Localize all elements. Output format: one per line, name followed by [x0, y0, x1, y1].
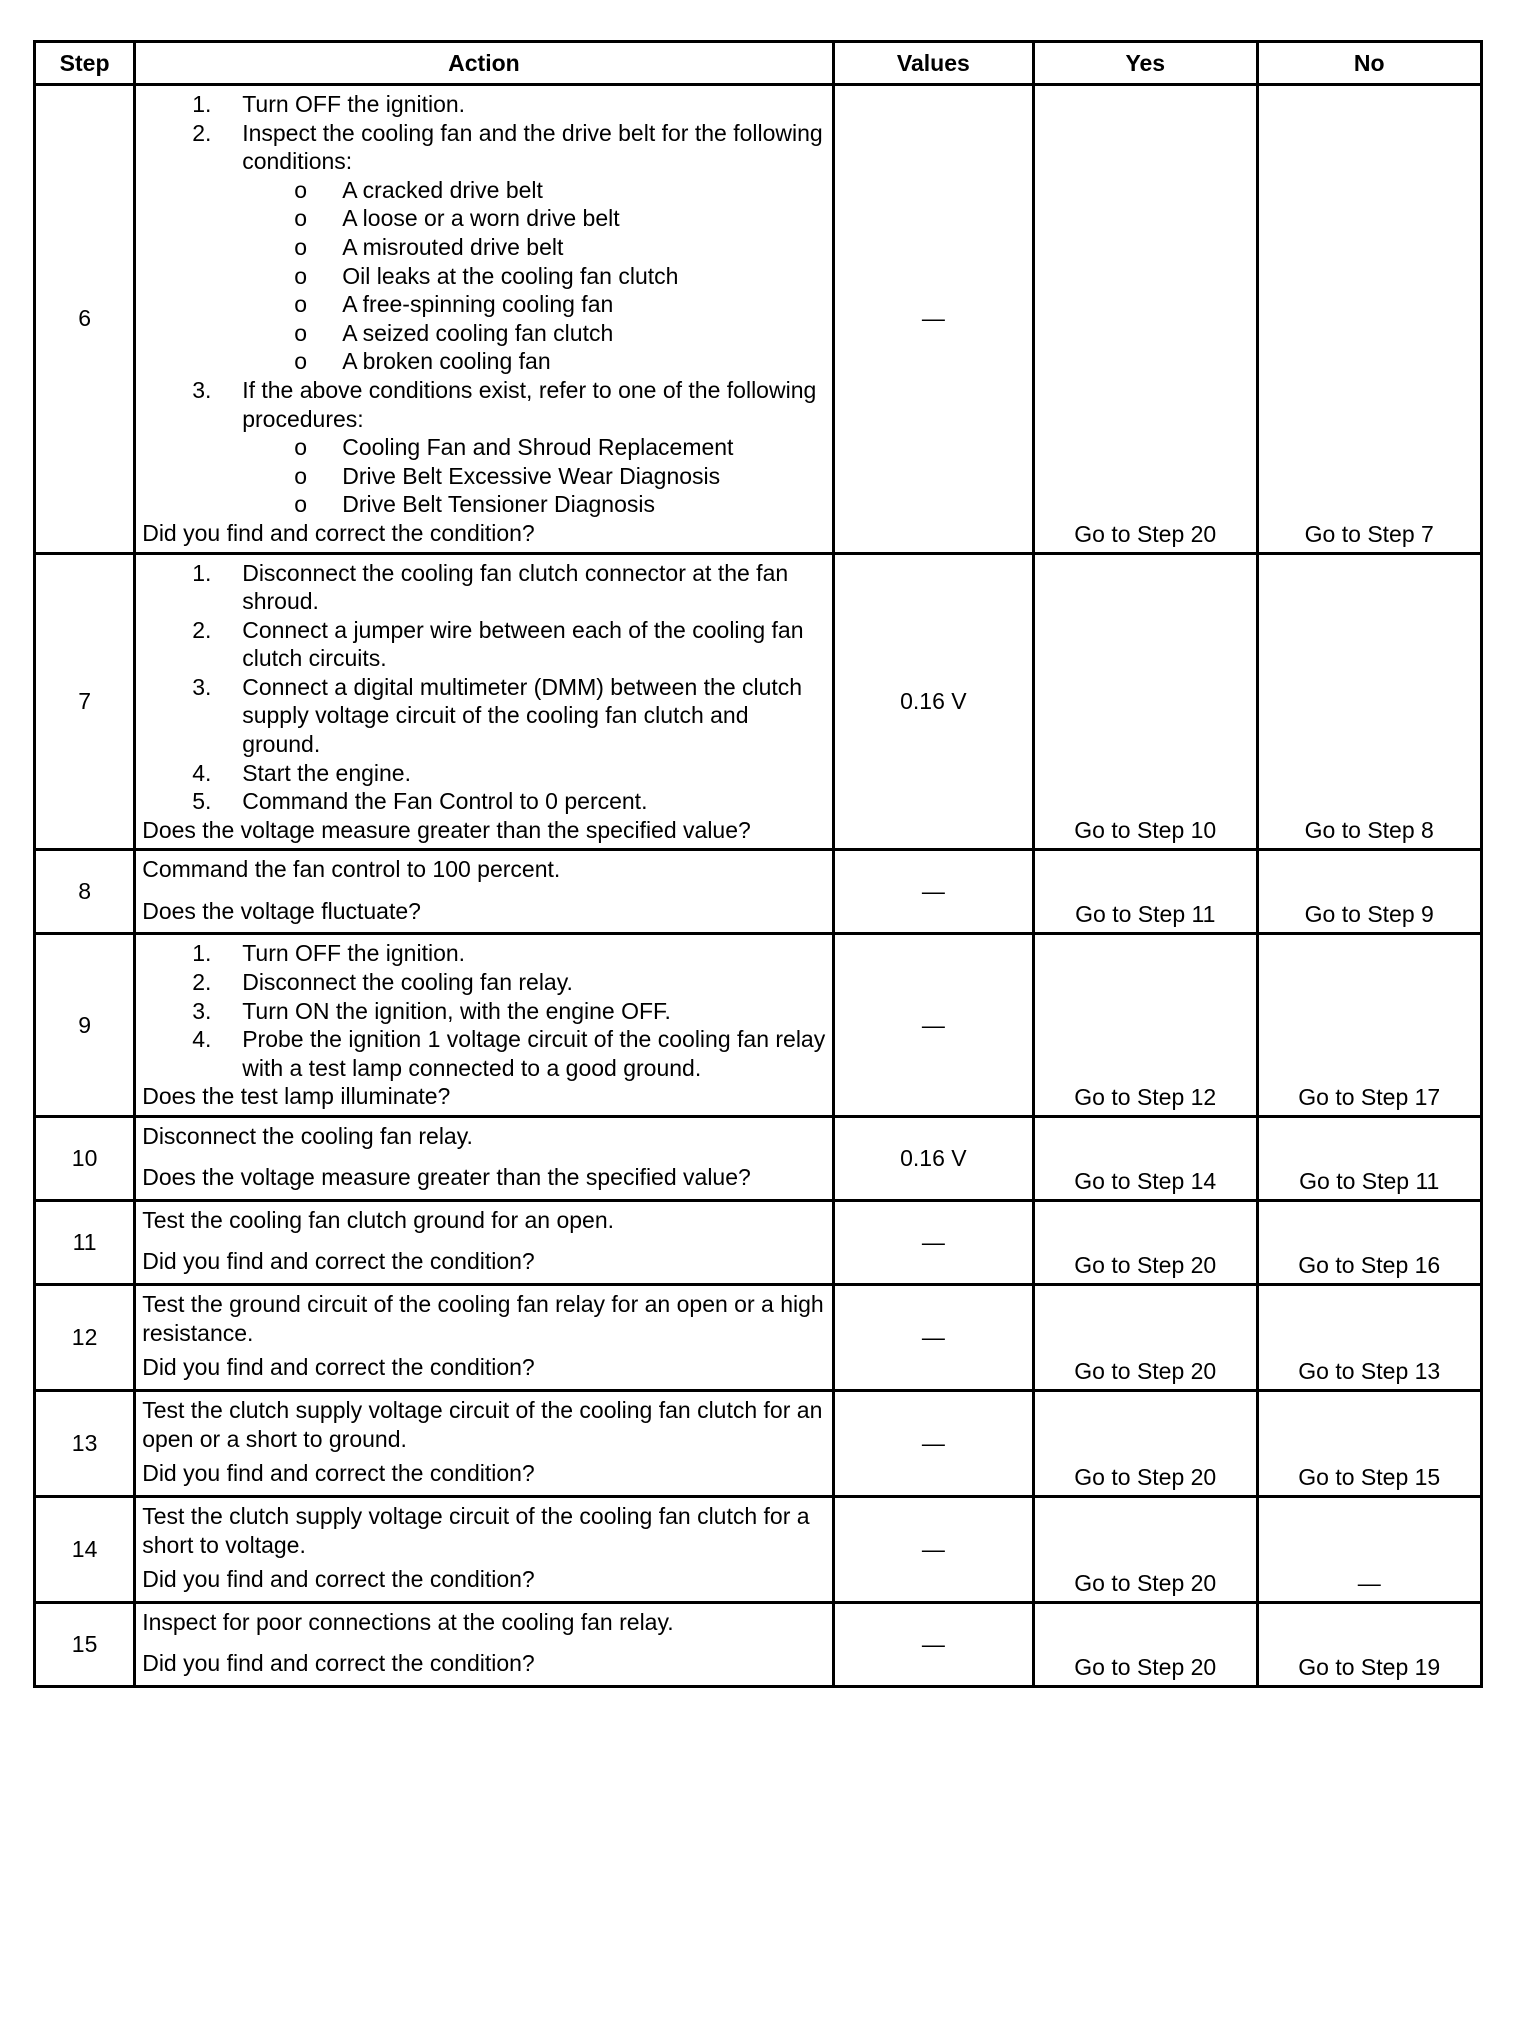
diagnostic-table [33, 40, 1483, 1688]
sub-item-text: A seized cooling fan clutch [342, 319, 614, 346]
step-number: 9 [35, 934, 135, 1117]
step-item-text: If the above conditions exist, refer to one of the following procedures: [242, 376, 817, 432]
step-item-text: Probe the ignition 1 voltage circuit of the cooling fan relay with a test lamp connected to a good ground. [242, 1026, 826, 1081]
action-step [142, 376, 825, 519]
action-text: Disconnect the cooling fan relay. [142, 1123, 473, 1149]
value-cell: — [833, 1285, 1033, 1391]
action-steps [142, 559, 825, 816]
step-item-text: Inspect the cooling fan and the drive belt for the following conditions: [242, 119, 823, 175]
sub-item-text: Drive Belt Tensioner Diagnosis [342, 491, 655, 518]
sub-item-text: Oil leaks at the cooling fan clutch [342, 262, 679, 289]
step-item-number: 2. [192, 119, 212, 146]
no-cell: Go to Step 8 [1257, 553, 1482, 850]
sub-item [142, 347, 825, 376]
no-cell: Go to Step 19 [1257, 1603, 1482, 1687]
step-item-number: 1. [192, 940, 212, 967]
sub-item [142, 433, 825, 462]
sub-list [242, 176, 825, 376]
action-text: Test the clutch supply voltage circuit of the cooling fan clutch for a short to voltage. [142, 1503, 810, 1558]
action-body [142, 90, 825, 519]
action-cell [135, 553, 833, 850]
table-row [35, 85, 1482, 554]
table-row [35, 1603, 1482, 1687]
header-action: Action [135, 42, 833, 85]
yes-cell: Go to Step 20 [1034, 85, 1257, 554]
step-item-text: Disconnect the cooling fan relay. [242, 969, 573, 996]
value-cell: — [833, 1603, 1033, 1687]
step-item-number: 4. [192, 759, 212, 786]
action-cell [135, 1497, 833, 1603]
action-body [142, 1206, 825, 1235]
sub-item [142, 204, 825, 233]
action-cell [135, 85, 833, 554]
bullet-icon: o [294, 291, 307, 318]
action-question: Does the voltage fluctuate? [142, 897, 421, 924]
action-question: Did you find and correct the condition? [142, 1650, 535, 1677]
sub-item-text: A loose or a worn drive belt [342, 205, 620, 232]
table-row [35, 1391, 1482, 1497]
action-question: Does the voltage measure greater than the specified value? [142, 816, 751, 843]
header-row [35, 42, 1482, 85]
action-text: Inspect for poor connections at the cooling fan relay. [142, 1609, 674, 1635]
action-cell [135, 1285, 833, 1391]
step-number: 11 [35, 1201, 135, 1285]
bullet-icon: o [294, 319, 307, 346]
step-item-number: 5. [192, 788, 212, 815]
value-cell: — [833, 1391, 1033, 1497]
no-cell: Go to Step 17 [1257, 934, 1482, 1117]
table-row [35, 1285, 1482, 1391]
value-cell: — [833, 85, 1033, 554]
step-number: 13 [35, 1391, 135, 1497]
action-content [142, 1206, 825, 1276]
step-item-text: Turn OFF the ignition. [242, 91, 466, 117]
value-cell: 0.16 V [833, 553, 1033, 850]
sub-item-text: A free-spinning cooling fan [342, 291, 614, 318]
action-question: Did you find and correct the condition? [142, 1460, 535, 1487]
action-steps [142, 90, 825, 519]
action-body [142, 1502, 825, 1559]
no-cell: Go to Step 7 [1257, 85, 1482, 554]
action-body [142, 1608, 825, 1637]
step-number: 15 [35, 1603, 135, 1687]
action-content [142, 1396, 825, 1488]
sub-item [142, 262, 825, 291]
header-no: No [1257, 42, 1482, 85]
step-item-number: 1. [192, 559, 212, 586]
action-body [142, 855, 825, 884]
bullet-icon: o [294, 462, 307, 489]
action-cell [135, 1391, 833, 1497]
step-number: 14 [35, 1497, 135, 1603]
action-text: Test the cooling fan clutch ground for an open. [142, 1207, 615, 1233]
step-item-text: Connect a jumper wire between each of the cooling fan clutch circuits. [242, 616, 804, 672]
step-item-text: Turn ON the ignition, with the engine OFF. [242, 997, 671, 1024]
value-cell: — [833, 1201, 1033, 1285]
step-item-number: 1. [192, 91, 212, 117]
step-number: 7 [35, 553, 135, 850]
step-item-number: 3. [192, 376, 212, 403]
action-step [142, 997, 825, 1026]
action-question: Did you find and correct the condition? [142, 519, 535, 546]
no-cell: Go to Step 16 [1257, 1201, 1482, 1285]
step-item-number: 3. [192, 997, 212, 1024]
yes-cell: Go to Step 20 [1034, 1603, 1257, 1687]
yes-cell: Go to Step 14 [1034, 1117, 1257, 1201]
action-cell [135, 1603, 833, 1687]
table-row [35, 1201, 1482, 1285]
action-content [142, 1608, 825, 1678]
step-number: 10 [35, 1117, 135, 1201]
sub-item [142, 290, 825, 319]
action-content [142, 90, 825, 548]
step-item-text: Disconnect the cooling fan clutch connector at the fan shroud. [242, 559, 789, 615]
step-item-text: Connect a digital multimeter (DMM) between the clutch supply voltage circuit of the cooling fan clutch and ground. [242, 673, 803, 758]
action-step [142, 90, 825, 119]
action-cell [135, 934, 833, 1117]
action-content [142, 855, 825, 925]
no-cell: Go to Step 13 [1257, 1285, 1482, 1391]
bullet-icon: o [294, 176, 307, 203]
table-body [35, 85, 1482, 1687]
table-row [35, 934, 1482, 1117]
sub-item [142, 462, 825, 491]
action-steps [142, 939, 825, 1082]
sub-item-text: Drive Belt Excessive Wear Diagnosis [342, 462, 721, 489]
action-body [142, 939, 825, 1082]
action-step [142, 968, 825, 997]
action-step [142, 559, 825, 616]
action-step [142, 616, 825, 673]
table-row [35, 553, 1482, 850]
step-item-number: 2. [192, 969, 212, 996]
action-step [142, 673, 825, 759]
action-content [142, 1122, 825, 1192]
step-item-number: 4. [192, 1026, 212, 1053]
step-item-text: Turn OFF the ignition. [242, 940, 466, 967]
header-step: Step [35, 42, 135, 85]
sub-item-text: A cracked drive belt [342, 176, 543, 203]
bullet-icon: o [294, 348, 307, 375]
action-cell [135, 1117, 833, 1201]
value-cell: 0.16 V [833, 1117, 1033, 1201]
yes-cell: Go to Step 20 [1034, 1391, 1257, 1497]
bullet-icon: o [294, 205, 307, 232]
action-question: Did you find and correct the condition? [142, 1248, 535, 1275]
action-body [142, 559, 825, 816]
bullet-icon: o [294, 233, 307, 260]
action-step [142, 939, 825, 968]
action-cell [135, 1201, 833, 1285]
step-item-text: Start the engine. [242, 759, 411, 786]
sub-item [142, 176, 825, 205]
action-step [142, 759, 825, 788]
action-question: Does the test lamp illuminate? [142, 1083, 451, 1110]
step-item-number: 2. [192, 616, 212, 643]
action-text: Command the fan control to 100 percent. [142, 856, 561, 883]
value-cell: — [833, 934, 1033, 1117]
step-number: 12 [35, 1285, 135, 1391]
yes-cell: Go to Step 10 [1034, 553, 1257, 850]
no-cell: — [1257, 1497, 1482, 1603]
no-cell: Go to Step 15 [1257, 1391, 1482, 1497]
sub-item-text: A misrouted drive belt [342, 233, 564, 260]
bullet-icon: o [294, 491, 307, 518]
sub-list [242, 433, 825, 519]
action-question: Does the voltage measure greater than the specified value? [142, 1164, 751, 1191]
yes-cell: Go to Step 20 [1034, 1201, 1257, 1285]
action-body [142, 1396, 825, 1453]
action-cell [135, 850, 833, 934]
action-step [142, 119, 825, 376]
sub-item [142, 233, 825, 262]
action-step [142, 1025, 825, 1082]
header-values: Values [833, 42, 1033, 85]
action-content [142, 1290, 825, 1382]
sub-item-text: A broken cooling fan [342, 348, 551, 375]
step-item-text: Command the Fan Control to 0 percent. [242, 788, 648, 815]
sub-item [142, 319, 825, 348]
action-content [142, 1502, 825, 1594]
no-cell: Go to Step 11 [1257, 1117, 1482, 1201]
table-row [35, 1117, 1482, 1201]
table-row [35, 1497, 1482, 1603]
no-cell: Go to Step 9 [1257, 850, 1482, 934]
bullet-icon: o [294, 262, 307, 289]
action-step [142, 787, 825, 816]
step-item-number: 3. [192, 673, 212, 700]
header-yes: Yes [1034, 42, 1257, 85]
sub-item [142, 490, 825, 519]
action-body [142, 1122, 825, 1151]
bullet-icon: o [294, 434, 307, 461]
action-text: Test the ground circuit of the cooling fan relay for an open or a high resistance. [142, 1291, 824, 1346]
yes-cell: Go to Step 11 [1034, 850, 1257, 934]
value-cell: — [833, 1497, 1033, 1603]
yes-cell: Go to Step 12 [1034, 934, 1257, 1117]
yes-cell: Go to Step 20 [1034, 1285, 1257, 1391]
action-question: Did you find and correct the condition? [142, 1566, 535, 1593]
yes-cell: Go to Step 20 [1034, 1497, 1257, 1603]
table-row [35, 850, 1482, 934]
action-body [142, 1290, 825, 1347]
action-content [142, 559, 825, 845]
value-cell: — [833, 850, 1033, 934]
action-text: Test the clutch supply voltage circuit of the cooling fan clutch for an open or a short to ground. [142, 1397, 823, 1452]
action-question: Did you find and correct the condition? [142, 1354, 535, 1381]
action-content [142, 939, 825, 1111]
step-number: 6 [35, 85, 135, 554]
step-number: 8 [35, 850, 135, 934]
sub-item-text: Cooling Fan and Shroud Replacement [342, 434, 734, 461]
